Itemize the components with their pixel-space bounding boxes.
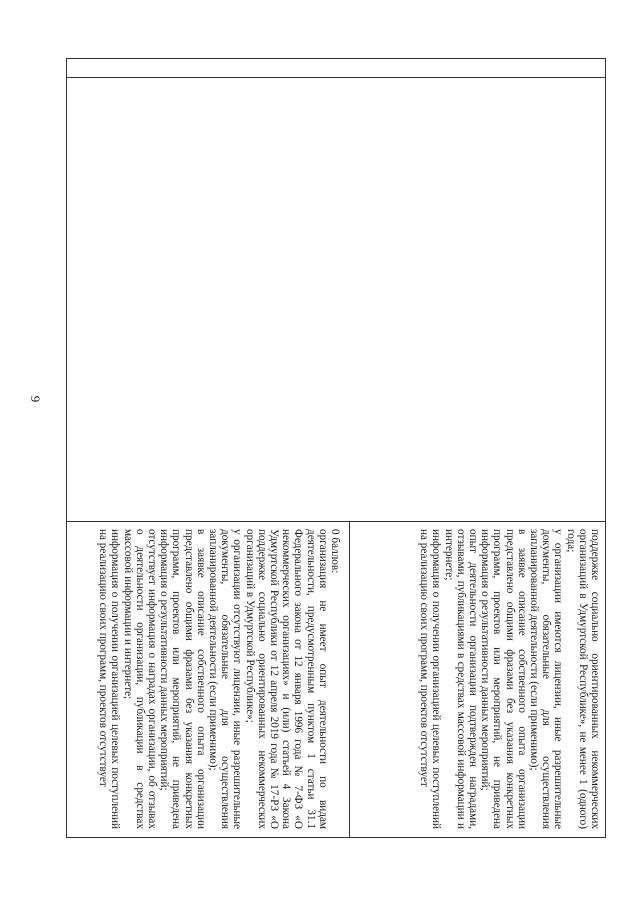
cell-line: информация о получении организацией целевых поступлений на реализацию своих программ, проектов отсутствует (97, 529, 122, 829)
table-column-divider (67, 77, 605, 78)
table-column-divider (67, 521, 605, 522)
cell-line: опыт деятельности организации подтвержден наградами, отзывами, публикациями в средствах массовой информации и интернете; (442, 529, 479, 829)
cell-line: организация не имеет опыт деятельности по видам деятельности, предусмотренным пунктом 1 статьи 31.1 Федерального закона от 12 января 1996 года № 7-ФЗ «О некоммерческих организациях» и (или) статьей 4 Закона Удмуртской Республики от 12 апреля 2019 года № 17-РЗ «О поддержке социально ориентированных некоммерческих организаций в Удмуртской Республике»; (243, 529, 329, 829)
cell-line: отсутствует информация о наградах организации, об отзывах о деятельности организации, публикации в средствах массовой информации и интернете; (121, 529, 158, 829)
table-cell-row1 (418, 529, 601, 829)
page-number: 9 (28, 395, 43, 403)
cell-line: у организации имеются лицензии, иные разрешительные документы, обязательные для осуществления запланированной деятельности (если применимо); (527, 529, 565, 829)
cell-line: у организации отсутствуют лицензии, иные разрешительные документы, обязательные для осуществления запланированной деятельности (если применимо); (206, 529, 244, 829)
cell-line: в заявке описание собственного опыта организации представлено общими фразами без указания конкретных программ, проектов или мероприятий, не приведена информация о результативности данных мероприятий; (158, 529, 207, 829)
rotated-table-container (66, 58, 606, 838)
criteria-table (66, 58, 606, 838)
cell-line: информация о получении организацией целевых поступлений на реализацию своих программ, проектов отсутствует (418, 529, 443, 829)
table-row-divider (349, 521, 350, 837)
table-cell-row2 (97, 529, 341, 829)
cell-line: поддержке социально ориентированных некоммерческих организаций в Удмуртской Республике», не менее 1 (одного) года; (564, 529, 601, 829)
cell-line: в заявке описание собственного опыта организации представлено общими фразами без указания конкретных программ, проектов или мероприятий, не приведена информация о результативности данных мероприятий; (479, 529, 528, 829)
cell-line: 0 баллов: (329, 529, 341, 574)
